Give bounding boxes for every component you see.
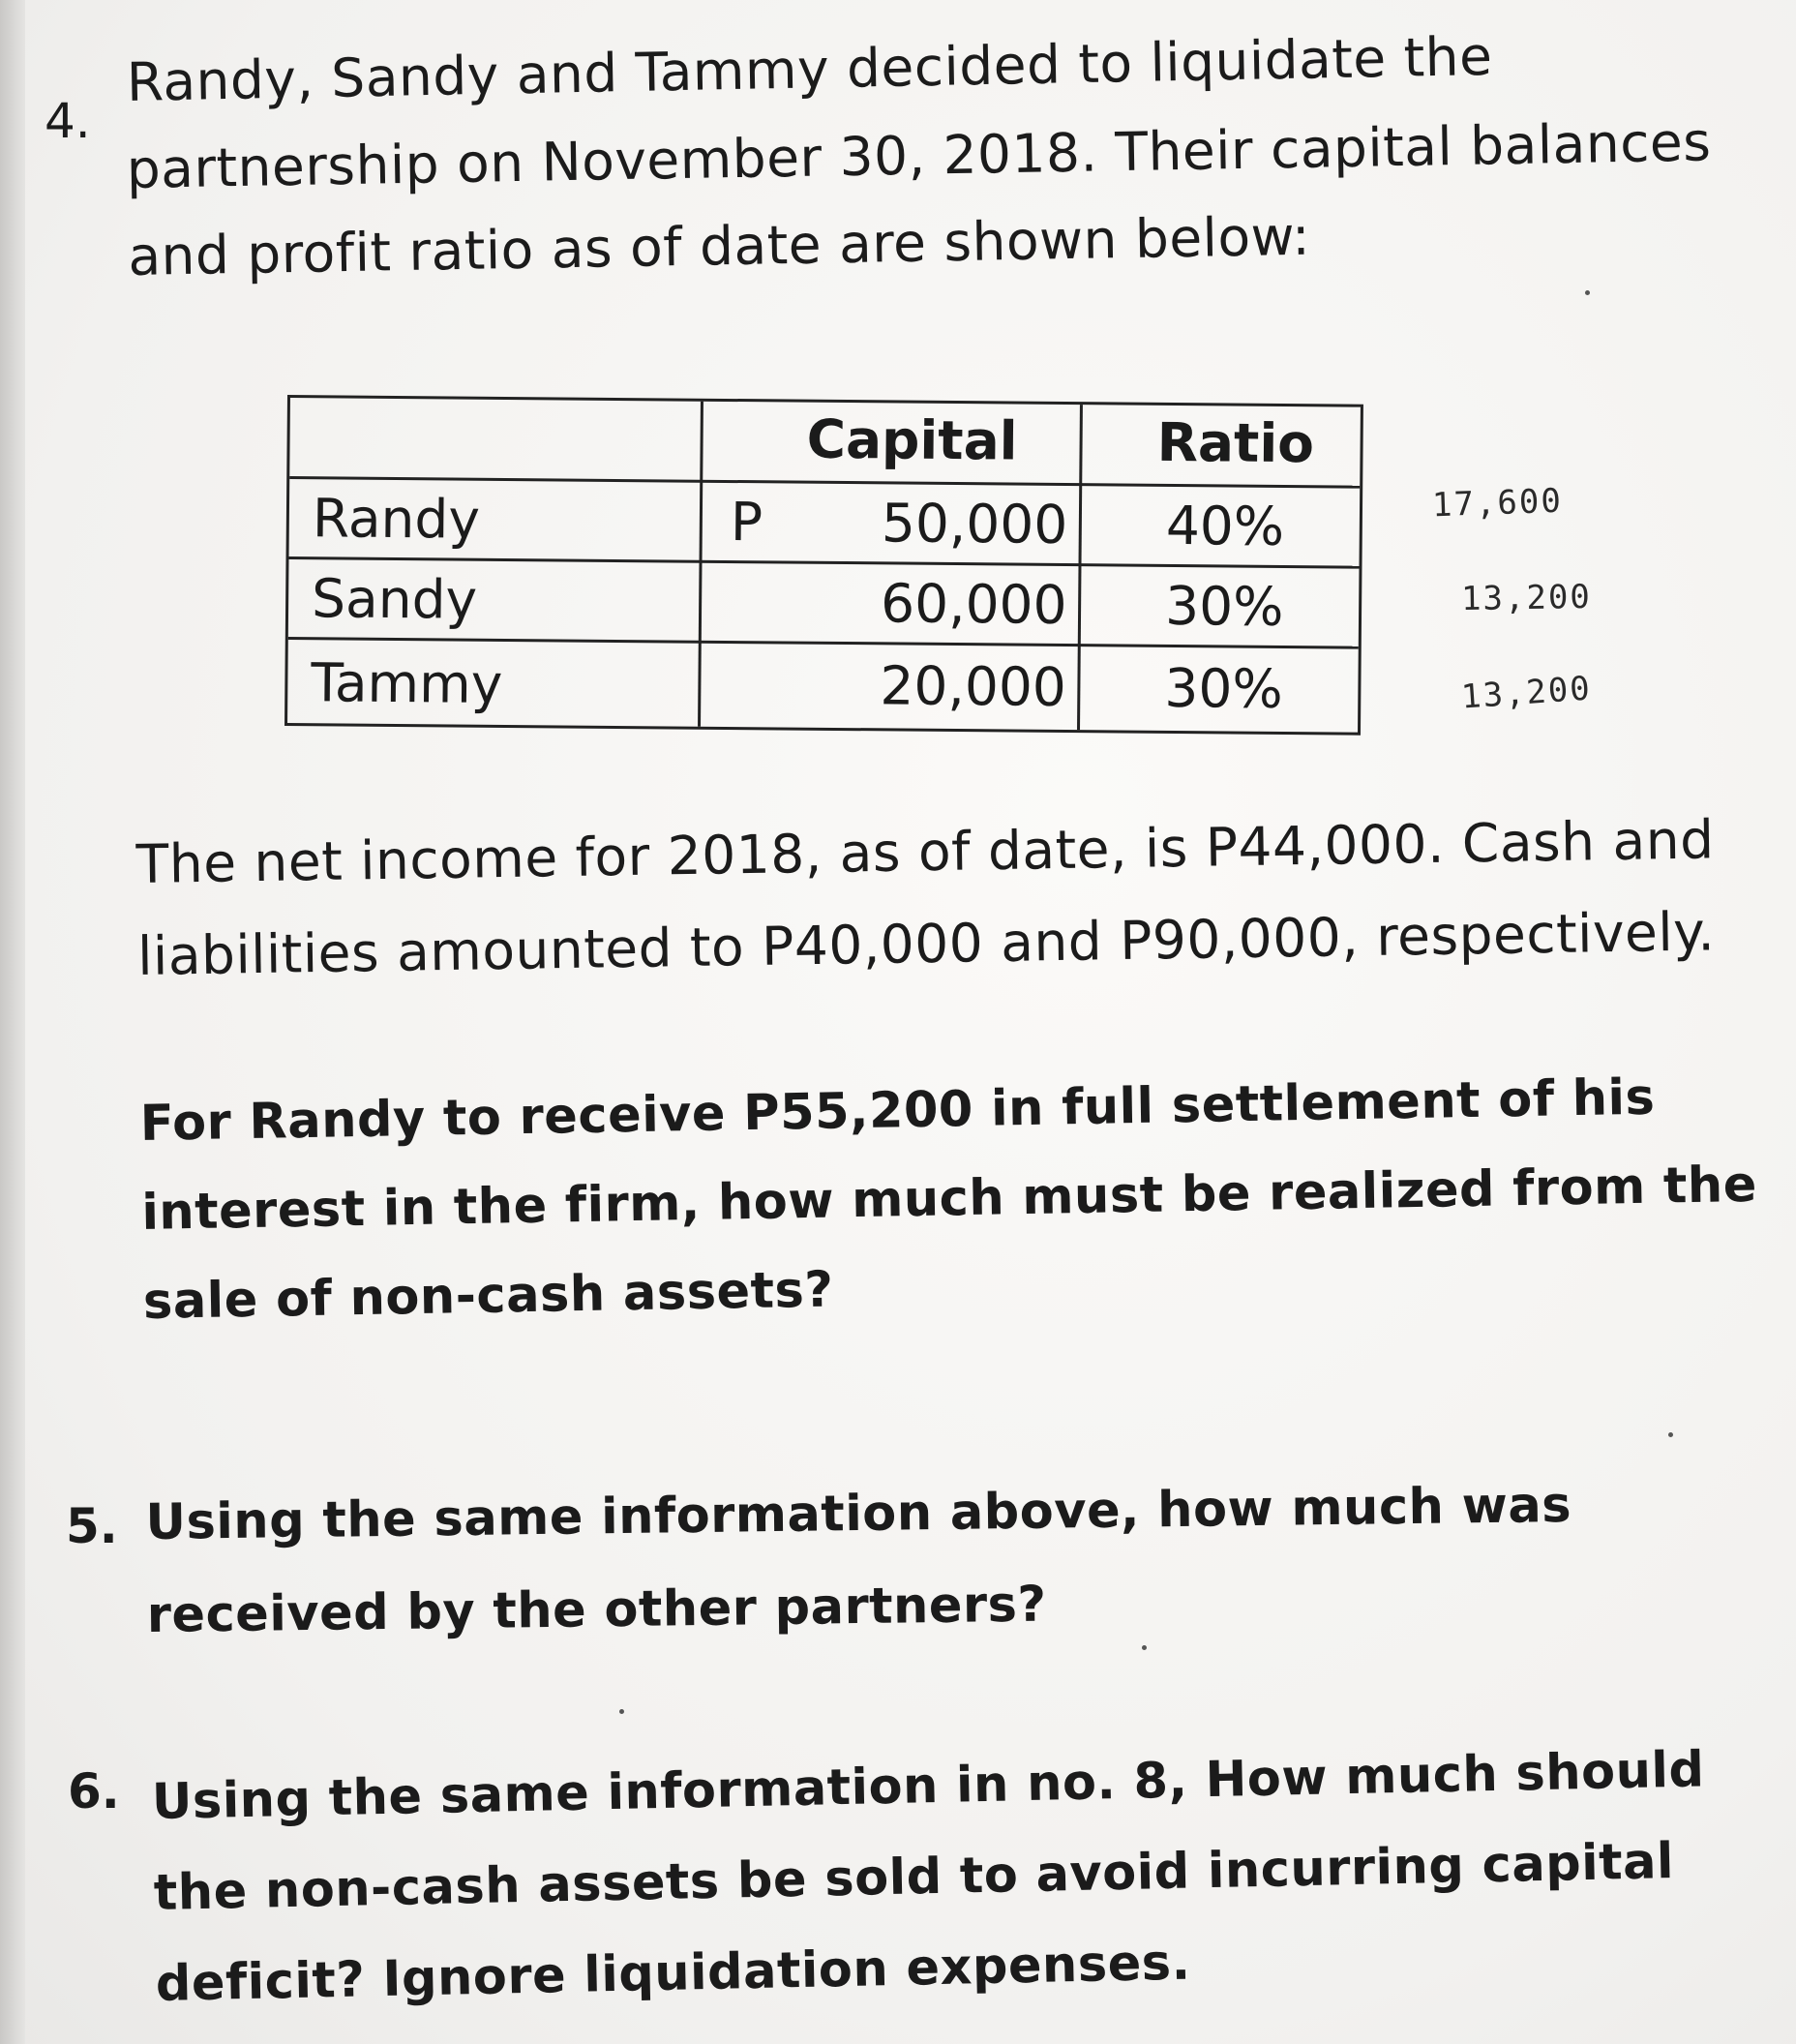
handwritten-note: 17,600 bbox=[1431, 481, 1564, 526]
capital-value: 60,000 bbox=[880, 572, 1067, 637]
table-row bbox=[288, 559, 1360, 649]
q5-line-1: Using the same information above, how much was bbox=[145, 1476, 1572, 1551]
currency-symbol: P bbox=[730, 491, 763, 554]
q6-line-1: Using the same information in no. 8, How much should bbox=[151, 1741, 1706, 1831]
q4-question-line-3: sale of non-cash assets? bbox=[142, 1261, 834, 1331]
capital-ratio-table bbox=[284, 395, 1363, 736]
capital-value: 50,000 bbox=[881, 492, 1068, 556]
partner-name: Sandy bbox=[311, 567, 478, 631]
paper-speck bbox=[1668, 1432, 1673, 1437]
q4-info-line-2: liabilities amounted to P40,000 and P90,000, respectively. bbox=[136, 900, 1716, 987]
q4-info bbox=[135, 795, 1716, 1002]
q5-text bbox=[145, 1458, 1637, 1663]
q6-text bbox=[151, 1727, 1706, 2030]
q4-question-line-2: interest in the firm, how much must be realized from the bbox=[140, 1156, 1758, 1242]
q6-line-2: the non-cash assets be sold to avoid incurring capital bbox=[153, 1833, 1675, 1922]
q4-intro-line-1: Randy, Sandy and Tammy decided to liquidate the bbox=[126, 24, 1493, 113]
ratio-value: 30% bbox=[1164, 656, 1283, 720]
ratio-value: 40% bbox=[1165, 494, 1285, 557]
q5-line-2: received by the other partners? bbox=[146, 1576, 1047, 1644]
q4-number: 4. bbox=[45, 93, 91, 149]
table-header-row bbox=[289, 398, 1361, 489]
ratio-value: 30% bbox=[1164, 574, 1284, 638]
q6-number: 6. bbox=[68, 1763, 120, 1819]
q4-info-line-1: The net income for 2018, as of date, is P44,000. Cash and bbox=[135, 808, 1715, 895]
paper-speck bbox=[619, 1709, 624, 1714]
capital-value: 20,000 bbox=[880, 654, 1067, 719]
partner-name: Tammy bbox=[311, 651, 503, 715]
paper-speck bbox=[1142, 1645, 1147, 1650]
q5-number: 5. bbox=[66, 1498, 118, 1554]
q4-question bbox=[139, 1054, 1758, 1347]
header-capital: Capital bbox=[806, 407, 1018, 472]
table-row bbox=[287, 640, 1359, 733]
q6-line-3: deficit? Ignore liquidation expenses. bbox=[155, 1934, 1192, 2013]
partner-name: Randy bbox=[312, 487, 481, 551]
table-row bbox=[289, 479, 1361, 569]
q4-intro-line-2: partnership on November 30, 2018. Their capital balances bbox=[126, 110, 1712, 200]
header-ratio: Ratio bbox=[1156, 410, 1315, 475]
q4-intro-2 bbox=[126, 100, 1712, 300]
paper-speck bbox=[1585, 290, 1590, 295]
page-edge-shadow bbox=[0, 0, 25, 2044]
q4-question-line-1: For Randy to receive P55,200 in full settlement of his bbox=[139, 1068, 1656, 1153]
handwritten-note: 13,200 bbox=[1460, 577, 1593, 619]
handwritten-note: 13,200 bbox=[1459, 669, 1594, 717]
q4-intro-line-3: and profit ratio as of date are shown below: bbox=[127, 204, 1311, 287]
